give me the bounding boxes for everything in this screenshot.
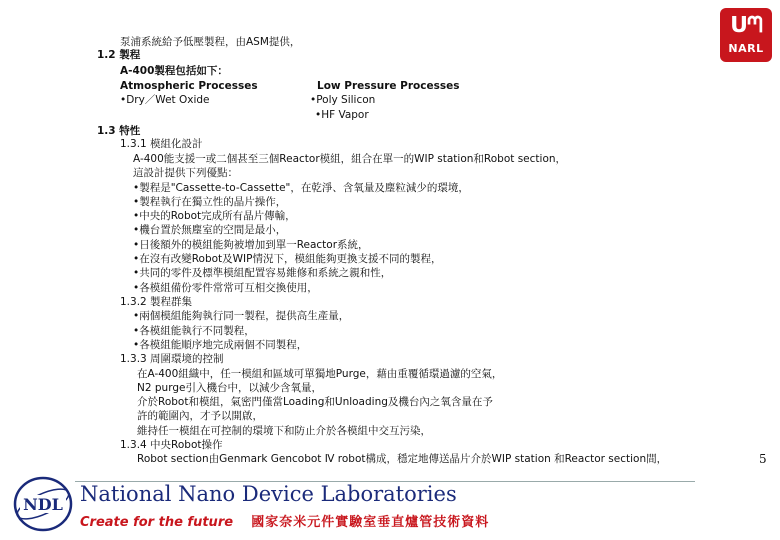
text-line: 泵浦系統給予低壓製程，由ASM提供， — [120, 36, 301, 48]
footer-subline — [80, 511, 489, 530]
text-line: Robot section由Genmark Gencobot Ⅳ robot構成，穩定地傳送晶片介於WIP station 和Reactor section間， — [137, 453, 668, 465]
text-line: 維持任一模組在可控制的環境下和防止介於各模組中交互污染， — [137, 425, 431, 437]
section-heading: 1.2 製程 — [97, 49, 141, 61]
subsection-heading: 1.3.2 製程群集 — [120, 296, 193, 308]
subsection-heading: 1.3.4 中央Robot操作 — [120, 439, 223, 451]
subsection-heading: 1.3.3 周圍環境的控制 — [120, 353, 224, 365]
list-item: •各模組能順序地完成兩個不同製程， — [133, 339, 308, 351]
ndl-logo — [12, 474, 74, 534]
text-line: 這設計提供下列優點： — [133, 167, 238, 179]
list-item: •共同的零件及標準模組配置容易維修和系統之親和性， — [133, 267, 392, 279]
subsection-heading: 1.3.1 模組化設計 — [120, 138, 203, 150]
text-line: N2 purge引入機台中，以減少含氧量， — [137, 382, 322, 394]
section-heading: 1.3 特性 — [97, 125, 141, 137]
text-line: A-400能支援一或二個甚至三個Reactor模組，組合在單一的WIP station和Robot section， — [133, 153, 567, 165]
column-heading-low-pressure: Low Pressure Processes — [317, 80, 460, 92]
list-item: •中央的Robot完成所有晶片傳輸， — [133, 210, 296, 222]
narl-logo-text: NARL — [728, 42, 764, 55]
list-item: •在沒有改變Robot及WIP情況下，模組能夠更換支援不同的製程， — [133, 253, 442, 265]
list-item: •兩個模組能夠執行同一製程，提供高生產量， — [133, 310, 350, 322]
list-item: •各模組備份零件常常可互相交換使用， — [133, 282, 318, 294]
list-item: •Dry／Wet Oxide — [120, 94, 210, 106]
list-item: •製程是"Cassette-to-Cassette"，在乾淨、含氧量及塵粒減少的環境， — [133, 182, 469, 194]
narl-logo — [720, 8, 772, 62]
text-line: 許的範圍內，才予以開啟， — [137, 410, 263, 422]
ndl-logo-text: NDL — [23, 495, 63, 514]
list-item: •各模組能執行不同製程， — [133, 325, 255, 337]
footer-tagline: Create for the future — [80, 515, 234, 530]
column-heading-atmospheric: Atmospheric Processes — [120, 80, 258, 92]
list-item: •製程執行在獨立性的晶片操作， — [133, 196, 287, 208]
list-item: •Poly Silicon — [310, 94, 376, 106]
narl-logo-mark: ᑌᘉ — [730, 13, 762, 38]
text-line: 介於Robot和模組，氣密門僅當Loading和Unloading及機台內之氧含量在予 — [137, 396, 493, 408]
footer-subtitle: 國家奈米元件實驗室垂直爐管技術資料 — [251, 515, 490, 530]
text-line: 在A-400組織中，任一模組和區域可單獨地Purge，藉由重覆循環過濾的空氣， — [137, 368, 503, 380]
list-item: •日後額外的模組能夠被增加到單一Reactor系統， — [133, 239, 369, 251]
list-item: •機台置於無塵室的空間是最小， — [133, 224, 287, 236]
text-line: A-400製程包括如下： — [120, 65, 228, 77]
footer-title: National Nano Device Laboratories — [80, 482, 457, 506]
page-number: 5 — [759, 452, 767, 466]
list-item: •HF Vapor — [315, 109, 369, 121]
